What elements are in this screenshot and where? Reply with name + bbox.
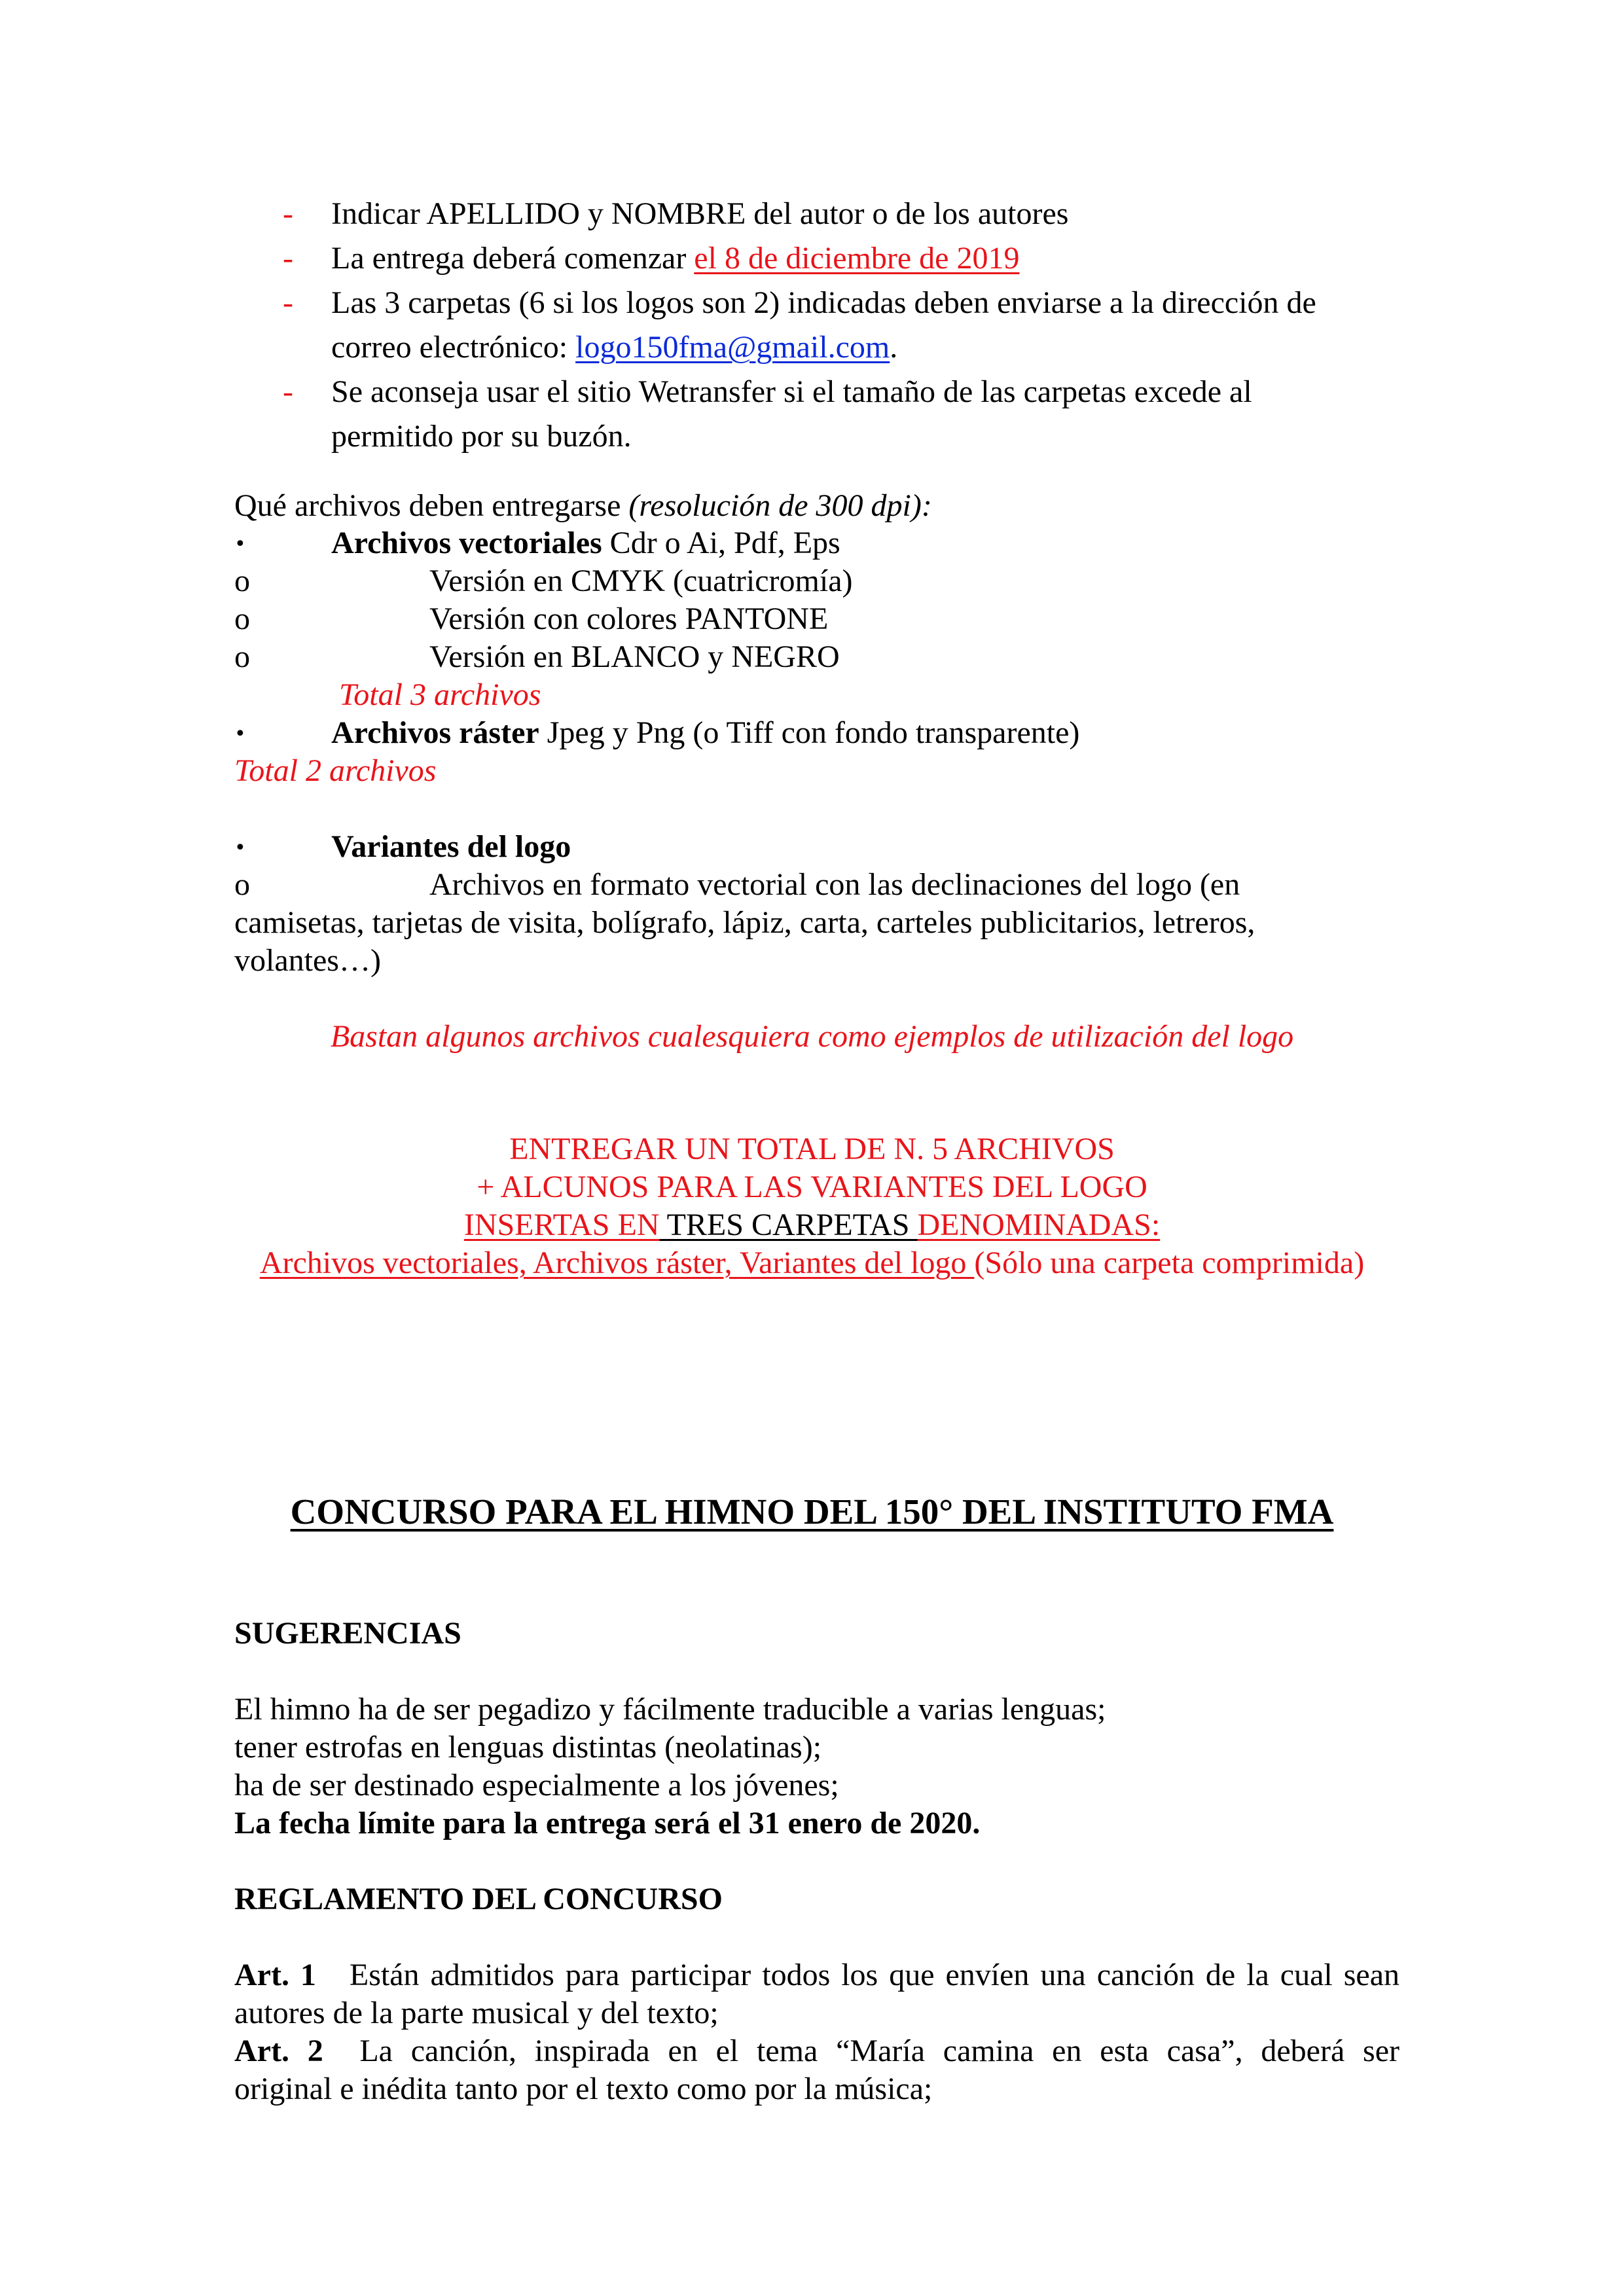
list-item-folders-line1: Las 3 carpetas (6 si los logos son 2) indicadas deben enviarse a la dirección de [331, 285, 1316, 320]
vector-files-label: Archivos vectoriales [331, 526, 602, 560]
files-intro-note: (resolución de 300 dpi): [628, 488, 932, 523]
circle-marker: o [234, 601, 250, 636]
raster-files-label: Archivos ráster [331, 715, 539, 750]
bullet-icon: • [234, 836, 246, 859]
vector-total: Total 3 archivos [339, 677, 541, 712]
variants-line3: volantes…) [234, 943, 381, 978]
circle-marker: o [234, 564, 250, 598]
art1-line1 [234, 1956, 1399, 1994]
summary-line1: ENTREGAR UN TOTAL DE N. 5 ARCHIVOS [509, 1132, 1115, 1166]
art1-text: Están admitidos para participar todos los que envíen una canción de la cual sean [349, 1958, 1400, 1992]
email-link[interactable]: logo150fma@gmail.com [575, 330, 890, 365]
list-item-folders-line2 [331, 329, 897, 367]
raster-files-line [331, 714, 1079, 752]
email-label: correo electrónico: [331, 330, 576, 365]
art2-text: La canción, inspirada en el tema “María camina en esta casa”, deberá ser [359, 2034, 1400, 2068]
vector-sub-cmyk: Versión en CMYK (cuatricromía) [429, 564, 853, 598]
art2-line2: original e inédita tanto por el texto como por la música; [234, 2072, 933, 2106]
variants-line2: camisetas, tarjetas de visita, bolígrafo, lápiz, carta, carteles publicitarios, letreros, [234, 905, 1255, 940]
files-intro-text: Qué archivos deben entregarse [234, 488, 629, 523]
summary-line2: + ALCUNOS PARA LAS VARIANTES DEL LOGO [477, 1170, 1147, 1204]
vector-files-formats: Cdr o Ai, Pdf, Eps [609, 526, 840, 560]
list-dash: - [283, 196, 293, 231]
summary-line3 [0, 1206, 1624, 1244]
list-item-delivery [331, 240, 1019, 278]
suggestions-heading: SUGERENCIAS [234, 1616, 461, 1651]
bullet-icon: • [234, 533, 246, 556]
files-intro [234, 487, 932, 525]
suggestion-3: ha de ser destinado especialmente a los jóvenes; [234, 1768, 839, 1803]
delivery-text: La entrega deberá comenzar [331, 241, 695, 276]
list-item-author: Indicar APELLIDO y NOMBRE del autor o de los autores [331, 196, 1069, 231]
variants-line1: Archivos en formato vectorial con las declinaciones del logo (en [429, 867, 1240, 902]
summary-compressed-note: (Sólo una carpeta comprimida) [974, 1246, 1365, 1280]
summary-insertas: INSERTAS EN [463, 1208, 660, 1242]
art2-line1 [234, 2032, 1399, 2070]
list-dash: - [283, 241, 293, 276]
circle-marker: o [234, 867, 250, 902]
list-dash: - [283, 285, 293, 320]
email-period: . [890, 330, 898, 365]
list-item-wetransfer-line1: Se aconseja usar el sitio Wetransfer si el tamaño de las carpetas excede al [331, 374, 1252, 409]
art2-label: Art. 2 [234, 2034, 323, 2068]
vector-files-line [331, 524, 840, 562]
vector-sub-bw: Versión en BLANCO y NEGRO [429, 639, 840, 674]
suggestion-1: El himno ha de ser pegadizo y fácilmente traducible a varias lenguas; [234, 1692, 1106, 1727]
summary-folder-names: Archivos vectoriales, Archivos ráster, Variantes del logo [259, 1246, 975, 1280]
list-dash: - [283, 374, 293, 409]
summary-line4 [0, 1244, 1624, 1282]
raster-total: Total 2 archivos [234, 753, 437, 788]
vector-sub-pantone: Versión con colores PANTONE [429, 601, 829, 636]
circle-marker: o [234, 639, 250, 674]
deadline: La fecha límite para la entrega será el 31 enero de 2020. [234, 1806, 981, 1840]
hymn-title: CONCURSO PARA EL HIMNO DEL 150° DEL INSTITUTO FMA [290, 1492, 1334, 1532]
summary-denominadas: DENOMINADAS: [917, 1208, 1161, 1242]
suggestion-2: tener estrofas en lenguas distintas (neolatinas); [234, 1730, 822, 1765]
bullet-icon: • [234, 723, 246, 745]
art1-line2: autores de la parte musical y del texto; [234, 1996, 719, 2030]
delivery-date: el 8 de diciembre de 2019 [694, 241, 1020, 276]
raster-files-formats: Jpeg y Png (o Tiff con fondo transparente) [547, 715, 1080, 750]
variants-note: Bastan algunos archivos cualesquiera como ejemplos de utilización del logo [330, 1019, 1294, 1054]
list-item-wetransfer-line2: permitido por su buzón. [331, 419, 632, 454]
summary-tres-carpetas: TRES CARPETAS [659, 1208, 918, 1242]
rules-heading: REGLAMENTO DEL CONCURSO [234, 1882, 723, 1916]
variants-label: Variantes del logo [331, 829, 571, 864]
art1-label: Art. 1 [234, 1958, 316, 1992]
